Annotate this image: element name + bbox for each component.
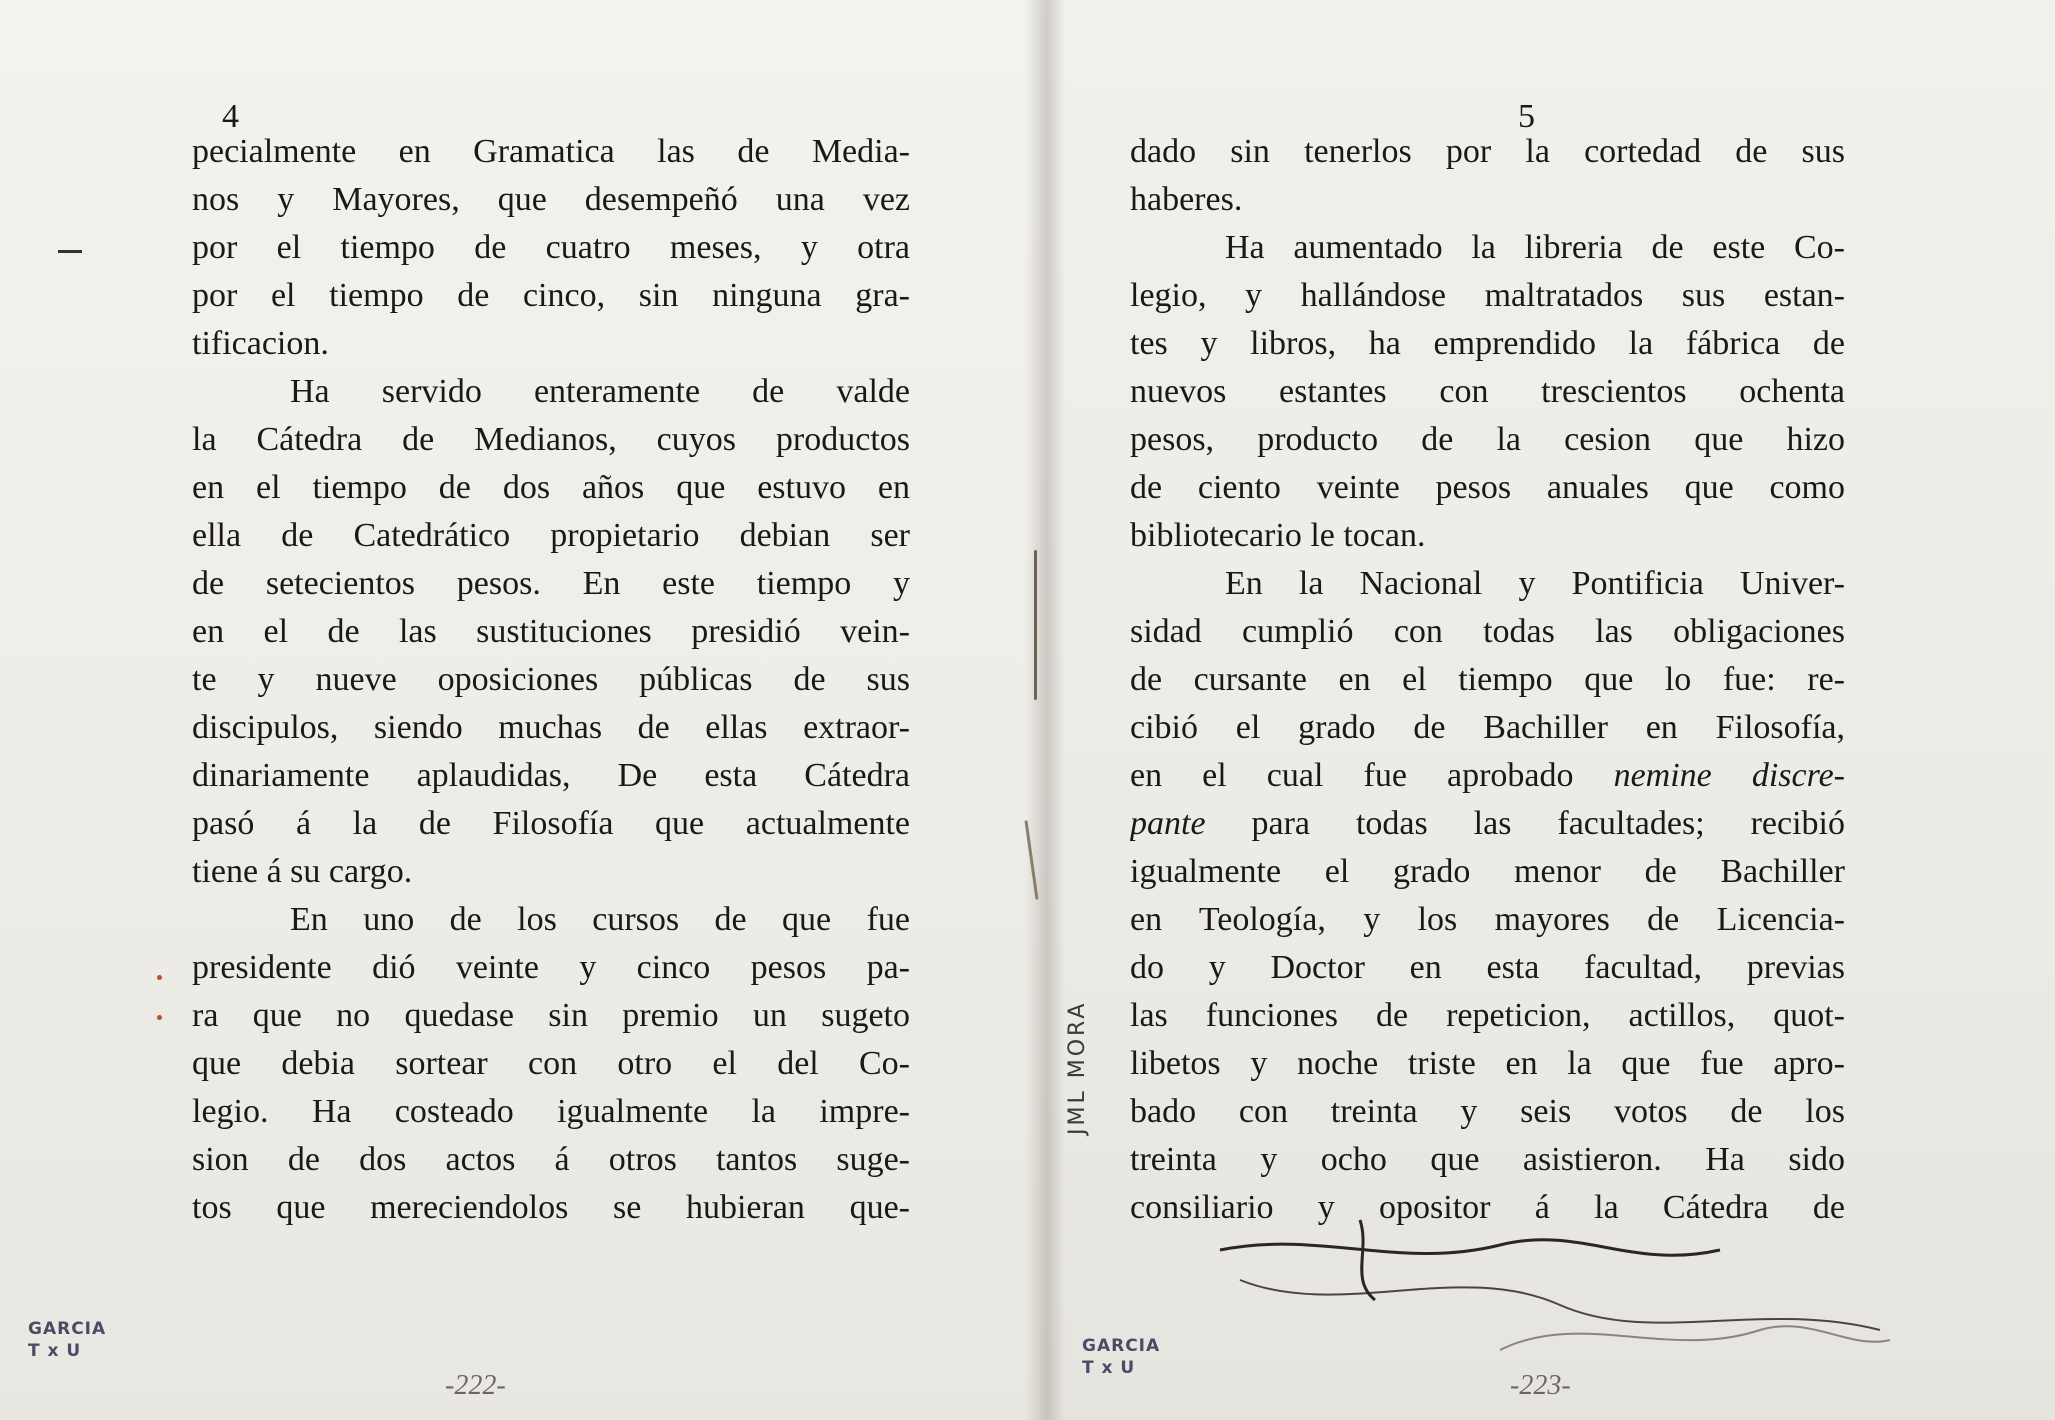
text-line: En uno de los cursos de que fue: [290, 901, 910, 938]
text-line: En la Nacional y Pontificia Univer-: [1225, 565, 1845, 602]
folio-number: -222-: [445, 1370, 506, 1401]
text-line: libetos y noche triste en la que fue apro-: [1130, 1045, 1845, 1082]
text-line: tos que mereciendolos se hubieran que-: [192, 1189, 910, 1226]
text-line: sidad cumplió con todas las obligaciones: [1130, 613, 1845, 650]
ink-speck: [157, 975, 162, 980]
text-line: consiliario y opositor á la Cátedra de: [1130, 1189, 1845, 1226]
italic-phrase: pante: [1130, 805, 1206, 842]
text-line: por el tiempo de cuatro meses, y otra: [192, 229, 910, 266]
text-line: Ha servido enteramente de valde: [290, 373, 910, 410]
text-line: haberes.: [1130, 181, 1243, 218]
text-line: nuevos estantes con trescientos ochenta: [1130, 373, 1845, 410]
text-line: legio. Ha costeado igualmente la impre-: [192, 1093, 910, 1130]
text-line: igualmente el grado menor de Bachiller: [1130, 853, 1845, 890]
text-line: ra que no quedase sin premio un sugeto: [192, 997, 910, 1034]
text-line: legio, y hallándose maltratados sus estan-: [1130, 277, 1845, 314]
right-page-text: [1130, 128, 1845, 1232]
text-line: que debia sortear con otro el del Co-: [192, 1045, 910, 1082]
text-line: dinariamente aplaudidas, De esta Cátedra: [192, 757, 910, 794]
text-line: te y nueve oposiciones públicas de sus: [192, 661, 910, 698]
left-page-text: [192, 128, 910, 1232]
text-line: presidente dió veinte y cinco pesos pa-: [192, 949, 910, 986]
margin-stamp: JML MORA: [1065, 1000, 1090, 1135]
text-line: en el tiempo de dos años que estuvo en: [192, 469, 910, 506]
text-line: de setecientos pesos. En este tiempo y: [192, 565, 910, 602]
stamp-line: GARCIA: [1082, 1336, 1161, 1356]
text-line: en Teología, y los mayores de Licencia-: [1130, 901, 1845, 938]
stamp-line: GARCIA: [28, 1319, 107, 1339]
italic-phrase: nemine discre-: [1613, 757, 1845, 794]
text-line: pecialmente en Gramatica las de Media-: [192, 133, 910, 170]
text-line: nos y Mayores, que desempeñó una vez: [192, 181, 910, 218]
text-line: bibliotecario le tocan.: [1130, 517, 1426, 554]
margin-dash-mark: [58, 250, 82, 253]
text-line: discipulos, siendo muchas de ellas extraor-: [192, 709, 910, 746]
stamp-line: T x U: [28, 1341, 82, 1361]
text-line: treinta y ocho que asistieron. Ha sido: [1130, 1141, 1845, 1178]
stamp-line: T x U: [1082, 1358, 1136, 1378]
text-line: [1130, 800, 1845, 848]
library-stamp: [1082, 1335, 1160, 1379]
text-line: sion de dos actos á otros tantos suge-: [192, 1141, 910, 1178]
folio-number: -223-: [1510, 1370, 1571, 1401]
text-line: pasó á la de Filosofía que actualmente: [192, 805, 910, 842]
text-segment: en el cual fue aprobado: [1130, 757, 1614, 794]
text-line: dado sin tenerlos por la cortedad de sus: [1130, 133, 1845, 170]
text-line: ella de Catedrático propietario debian ser: [192, 517, 910, 554]
text-segment: para todas las facultades; recibió: [1205, 805, 1845, 842]
text-line: tificacion.: [192, 325, 329, 362]
text-line: por el tiempo de cinco, sin ninguna gra-: [192, 277, 910, 314]
right-page: [1040, 0, 2055, 1420]
text-line: Ha aumentado la libreria de este Co-: [1225, 229, 1845, 266]
binding-gutter: [1025, 0, 1065, 1420]
text-line: tiene á su cargo.: [192, 853, 413, 890]
page-number: 5: [1518, 98, 1535, 135]
ink-speck: [157, 1015, 162, 1020]
text-line: las funciones de repeticion, actillos, quot-: [1130, 997, 1845, 1034]
text-line: en el de las sustituciones presidió vein-: [192, 613, 910, 650]
library-stamp: [28, 1318, 106, 1362]
page-number: 4: [222, 98, 239, 135]
text-line: de cursante en el tiempo que lo fue: re-: [1130, 661, 1845, 698]
text-line: la Cátedra de Medianos, cuyos productos: [192, 421, 910, 458]
text-line: cibió el grado de Bachiller en Filosofía,: [1130, 709, 1845, 746]
text-line: pesos, producto de la cesion que hizo: [1130, 421, 1845, 458]
text-line: tes y libros, ha emprendido la fábrica de: [1130, 325, 1845, 362]
text-line: de ciento veinte pesos anuales que como: [1130, 469, 1845, 506]
text-line: bado con treinta y seis votos de los: [1130, 1093, 1845, 1130]
handwritten-signature: [1200, 1210, 1900, 1380]
binding-thread: [1034, 550, 1037, 700]
text-line: [1130, 752, 1845, 800]
text-line: do y Doctor en esta facultad, previas: [1130, 949, 1845, 986]
